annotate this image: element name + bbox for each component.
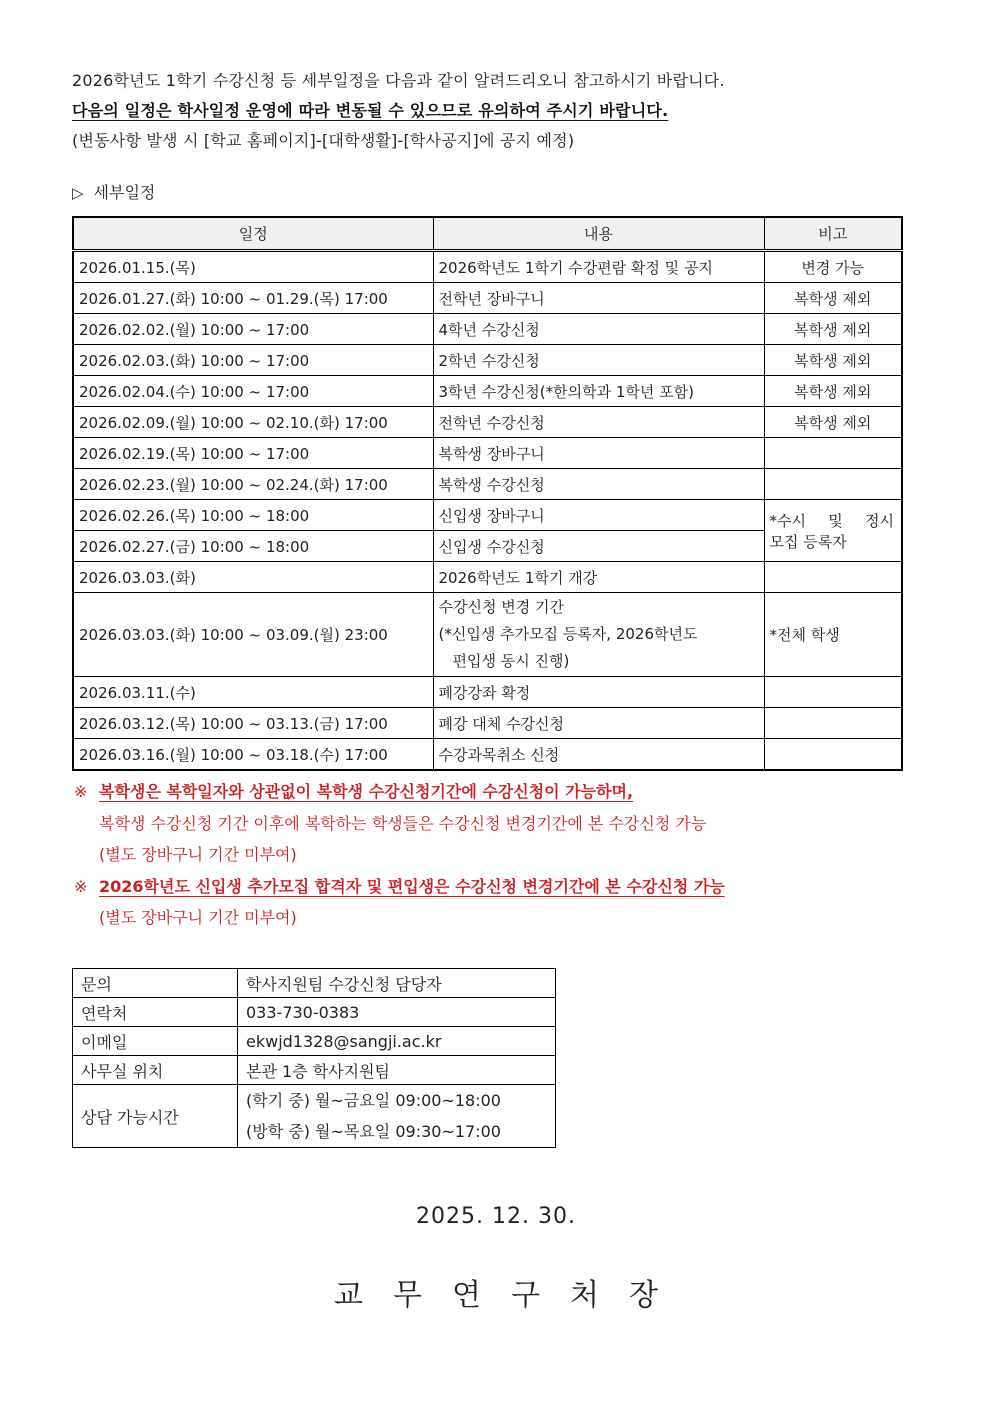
document-date: 2025. 12. 30. — [416, 1204, 576, 1229]
row-note — [764, 469, 902, 500]
contact-row — [73, 1027, 556, 1056]
note-2-emphasis: 2026학년도 신입생 추가모집 합격자 및 편입생은 수강신청 변경기간에 본 수강신청 가능 — [99, 876, 725, 896]
table-row — [73, 500, 902, 531]
note-1-line-3: (별도 장바구니 기간 미부여) — [99, 845, 297, 864]
row-content: 폐강강좌 확정 — [433, 677, 764, 708]
row-note — [764, 562, 902, 593]
row-note — [764, 739, 902, 771]
header-date: 일정 — [73, 217, 433, 251]
table-row — [73, 562, 902, 593]
row-note: 변경 가능 — [764, 251, 902, 283]
table-row — [73, 251, 902, 283]
row-date: 2026.02.04.(수) 10:00 ~ 17:00 — [73, 376, 433, 407]
row-content: 폐강 대체 수강신청 — [433, 708, 764, 739]
row-note — [764, 708, 902, 739]
row-date: 2026.03.03.(화) — [73, 562, 433, 593]
contact-row — [73, 1056, 556, 1085]
note-1-line-1 — [74, 776, 934, 808]
contact-label: 상담 가능시간 — [73, 1085, 238, 1148]
row-note: 복학생 제외 — [764, 283, 902, 314]
table-row — [73, 345, 902, 376]
note-1-line-2: 복학생 수강신청 기간 이후에 복학하는 학생들은 수강신청 변경기간에 본 수강신청 가능 — [99, 813, 707, 833]
table-row — [73, 469, 902, 500]
hours-vacation: (방학 중) 월~목요일 09:30~17:00 — [246, 1122, 501, 1141]
table-row — [73, 283, 902, 314]
row-date: 2026.02.27.(금) 10:00 ~ 18:00 — [73, 531, 433, 562]
row-date: 2026.02.02.(월) 10:00 ~ 17:00 — [73, 314, 433, 345]
content-line: (*신입생 추가모집 등록자, 2026학년도 — [438, 625, 698, 643]
signer: 교무연구처장 — [334, 1278, 688, 1313]
section-heading — [72, 178, 155, 208]
row-content: 복학생 장바구니 — [433, 438, 764, 469]
row-content: 신입생 수강신청 — [433, 531, 764, 562]
intro-line-1: 2026학년도 1학기 수강신청 등 세부일정을 다음과 같이 알려드리오니 참고하시기 바랍니다. — [72, 71, 725, 90]
row-content-multiline — [433, 593, 764, 677]
merged-note-line-1 — [770, 510, 897, 531]
table-row — [73, 593, 902, 677]
contact-row — [73, 969, 556, 998]
row-note: 복학생 제외 — [764, 407, 902, 438]
row-content: 4학년 수강신청 — [433, 314, 764, 345]
row-date: 2026.02.23.(월) 10:00 ~ 02.24.(화) 17:00 — [73, 469, 433, 500]
intro-warning: 다음의 일정은 학사일정 운영에 따라 변동될 수 있으므로 유의하여 주시기 바랍니다. — [72, 101, 669, 120]
contact-label: 문의 — [73, 969, 238, 998]
row-date: 2026.02.09.(월) 10:00 ~ 02.10.(화) 17:00 — [73, 407, 433, 438]
header-note: 비고 — [764, 217, 902, 251]
row-date: 2026.02.03.(화) 10:00 ~ 17:00 — [73, 345, 433, 376]
section-title: 세부일정 — [93, 183, 156, 202]
table-row — [73, 739, 902, 771]
reference-mark-icon: ※ — [74, 782, 88, 801]
row-note — [764, 438, 902, 469]
header-content: 내용 — [433, 217, 764, 251]
content-line: 편입생 동시 진행) — [452, 652, 570, 670]
row-content: 2026학년도 1학기 개강 — [433, 562, 764, 593]
row-content: 2026학년도 1학기 수강편람 확정 및 공지 — [433, 251, 764, 283]
table-row — [73, 708, 902, 739]
schedule-header-row — [73, 217, 902, 251]
merged-note-word: *수시 — [769, 511, 806, 530]
row-note — [764, 677, 902, 708]
row-date: 2026.03.12.(목) 10:00 ~ 03.13.(금) 17:00 — [73, 708, 433, 739]
hours-semester: (학기 중) 월~금요일 09:00~18:00 — [246, 1091, 501, 1110]
row-content: 3학년 수강신청(*한의학과 1학년 포함) — [433, 376, 764, 407]
contact-label: 이메일 — [73, 1027, 238, 1056]
note-1-emphasis: 복학생은 복학일자와 상관없이 복학생 수강신청기간에 수강신청이 가능하며 — [99, 782, 628, 801]
row-content: 전학년 장바구니 — [433, 283, 764, 314]
row-date: 2026.02.26.(목) 10:00 ~ 18:00 — [73, 500, 433, 531]
row-content: 복학생 수강신청 — [433, 469, 764, 500]
merged-note-word: 정시 — [865, 511, 894, 530]
merged-note-line-2: 모집 등록자 — [769, 532, 847, 551]
table-row — [73, 438, 902, 469]
row-date: 2026.02.19.(목) 10:00 ~ 17:00 — [73, 438, 433, 469]
contact-value: 학사지원팀 수강신청 담당자 — [238, 969, 556, 998]
row-note: 복학생 제외 — [764, 376, 902, 407]
row-date: 2026.03.16.(월) 10:00 ~ 03.18.(수) 17:00 — [73, 739, 433, 771]
triangle-marker-icon: ▷ — [72, 184, 84, 202]
notes — [74, 776, 934, 934]
table-row — [73, 677, 902, 708]
row-date: 2026.03.03.(화) 10:00 ~ 03.09.(월) 23:00 — [73, 593, 433, 677]
schedule-table — [72, 216, 903, 771]
row-date: 2026.01.27.(화) 10:00 ~ 01.29.(목) 17:00 — [73, 283, 433, 314]
contact-label: 연락처 — [73, 998, 238, 1027]
reference-mark-icon: ※ — [74, 876, 88, 896]
row-content: 전학년 수강신청 — [433, 407, 764, 438]
row-note: 복학생 제외 — [764, 345, 902, 376]
contact-hours — [238, 1085, 556, 1148]
intro-line-3: (변동사항 발생 시 [학교 홈페이지]-[대학생활]-[학사공지]에 공지 예정) — [72, 131, 575, 150]
table-row — [73, 407, 902, 438]
note-2-line-1 — [74, 871, 934, 903]
merged-note-freshmen — [764, 500, 902, 562]
table-row — [73, 314, 902, 345]
content-line: 수강신청 변경 기간 — [438, 598, 564, 616]
contact-table — [72, 968, 556, 1148]
contact-row — [73, 998, 556, 1027]
note-1-tail: , — [627, 782, 634, 801]
note-2-line-2: (별도 장바구니 기간 미부여) — [99, 908, 297, 927]
contact-email: ekwjd1328@sangji.ac.kr — [238, 1027, 556, 1056]
intro — [72, 66, 932, 156]
row-content: 2학년 수강신청 — [433, 345, 764, 376]
contact-office: 본관 1층 학사지원팀 — [238, 1056, 556, 1085]
row-note: *전체 학생 — [764, 593, 902, 677]
merged-note-word: 및 — [828, 511, 843, 530]
row-date: 2026.03.11.(수) — [73, 677, 433, 708]
contact-phone: 033-730-0383 — [238, 998, 556, 1027]
contact-label: 사무실 위치 — [73, 1056, 238, 1085]
row-date: 2026.01.15.(목) — [73, 251, 433, 283]
table-row — [73, 376, 902, 407]
row-content: 신입생 장바구니 — [433, 500, 764, 531]
row-content: 수강과목취소 신청 — [433, 739, 764, 771]
row-note: 복학생 제외 — [764, 314, 902, 345]
contact-row — [73, 1085, 556, 1148]
